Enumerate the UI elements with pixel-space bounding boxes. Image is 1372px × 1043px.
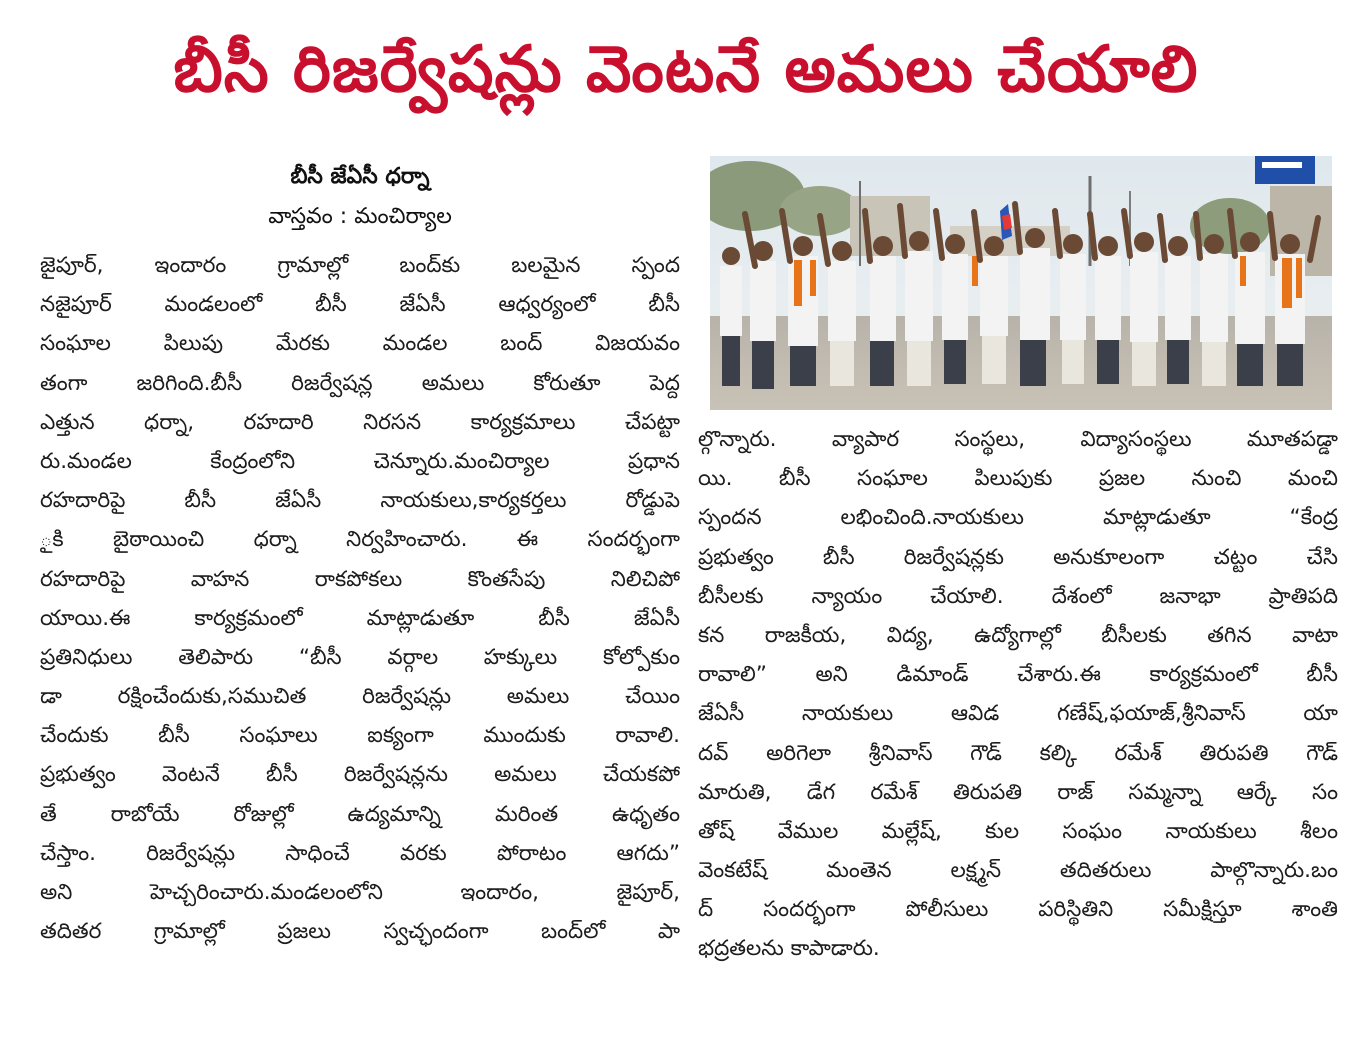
body-line: రావాలి” అని డిమాండ్ చేశారు.ఈ కార్యక్రమంలో బీసీ	[698, 662, 1338, 688]
body-line: ద్ సందర్భంగా పోలీసులు పరిస్థితిని సమీక్షిస్తూ శాంతి	[698, 897, 1338, 923]
body-line: చేందుకు బీసీ సంఘాలు ఐక్యంగా ముందుకు రావాలి.	[40, 723, 680, 749]
body-line: రహదారిపై బీసీ జేఏసీ నాయకులు,కార్యకర్తలు రోడ్డుపె	[40, 488, 680, 514]
body-line: రు.మండల కేంద్రంలోని చెన్నూరు.మంచిర్యాల ప్రధాన	[40, 448, 680, 474]
body-line: కన రాజకీయ, విద్య, ఉద్యోగాల్లో బీసీలకు తగిన వాటా	[698, 622, 1338, 648]
body-line: జేఏసీ నాయకులు ఆవిడ గణేష్,ఫయాజ్,శ్రీనివాస్ యా	[698, 701, 1338, 727]
body-line: ౖకి బైఠాయించి ధర్నా నిర్వహించారు. ఈ సందర్భంగా	[40, 527, 680, 553]
body-line: రహదారిపై వాహన రాకపోకలు కొంతసేపు నిలిచిపో	[40, 566, 680, 592]
body-line: తే రాబోయే రోజుల్లో ఉద్యమాన్ని మరింత ఉధృతం	[40, 801, 680, 827]
body-line: యాయి.ఈ కార్యక్రమంలో మాట్లాడుతూ బీసీ జేఏసీ	[40, 605, 680, 631]
article-body-left-column	[40, 246, 680, 951]
body-line: అని హెచ్చరించారు.మండలంలోని ఇందారం, జైపూర్,	[40, 880, 680, 905]
body-line: దవ్ అరిగెలా శ్రీనివాస్ గౌడ్ కల్కి రమేశ్ తిరుపతి గౌడ్	[698, 740, 1338, 766]
body-line: చేస్తాం. రిజర్వేషన్లు సాధించే వరకు పోరాటం ఆగదు”	[40, 840, 680, 866]
kicker: బీసీ జేఏసీ ధర్నా	[290, 164, 430, 189]
body-line: ప్రభుత్వం బీసీ రిజర్వేషన్లకు అనుకూలంగా చట్టం చేసి	[698, 544, 1338, 570]
body-line: తంగా జరిగింది.బీసీ రిజర్వేషన్ల అమలు కోరుతూ పెద్ద	[40, 370, 680, 396]
body-line: ల్గొన్నారు. వ్యాపార సంస్థలు, విద్యాసంస్థలు మూతపడ్డా	[698, 427, 1338, 452]
body-line: మారుతి, డేగ రమేశ్ తిరుపతి రాజ్ సమ్మన్నా ఆర్కే సం	[698, 779, 1338, 805]
article-body-right-column	[698, 420, 1338, 969]
body-line: తోష్ వేముల మల్లేష్, కుల సంఘం నాయకులు శీలం	[698, 818, 1338, 844]
headline: బీసీ రిజర్వేషన్లు వెంటనే అమలు చేయాలి	[173, 33, 1199, 107]
body-line: యి. బీసీ సంఘాల పిలుపుకు ప్రజల నుంచి మంచి	[698, 466, 1338, 492]
body-line: స్పందన లభించింది.నాయకులు మాట్లాడుతూ “కేంద్ర	[698, 505, 1338, 531]
body-line: తదితర గ్రామాల్లో ప్రజలు స్వచ్ఛందంగా బంద్‌లో పా	[40, 919, 680, 945]
news-photo-protesters	[710, 156, 1332, 410]
body-line: ప్రభుత్వం వెంటనే బీసీ రిజర్వేషన్లను అమలు చేయకపో	[40, 762, 680, 788]
body-line: భద్రతలను కాపాడారు.	[698, 936, 880, 962]
body-line: ప్రతినిధులు తెలిపారు “బీసీ వర్గాల హక్కులు కోల్పోకుం	[40, 644, 680, 670]
body-line: డా రక్షించేందుకు,సముచిత రిజర్వేషన్లు అమలు చేయిం	[40, 684, 680, 710]
body-line: బీసీలకు న్యాయం చేయాలి. దేశంలో జనాభా ప్రాతిపది	[698, 583, 1338, 609]
dateline: వాస్తవం : మంచిర్యాల	[268, 204, 452, 229]
body-line: నజైపూర్ మండలంలో బీసీ జేఏసీ ఆధ్వర్యంలో బీసీ	[40, 292, 680, 318]
body-line: ఎత్తున ధర్నా, రహదారి నిరసన కార్యక్రమాలు చేపట్టా	[40, 409, 680, 435]
body-line: వెంకటేష్ మంతెన లక్ష్మన్ తదితరులు పాల్గొన్నారు.బం	[698, 858, 1338, 884]
body-line: సంఘాల పిలుపు మేరకు మండల బంద్ విజయవం	[40, 331, 680, 357]
body-line: జైపూర్, ఇందారం గ్రామాల్లో బంద్‌కు బలమైన స్పంద	[40, 253, 680, 278]
